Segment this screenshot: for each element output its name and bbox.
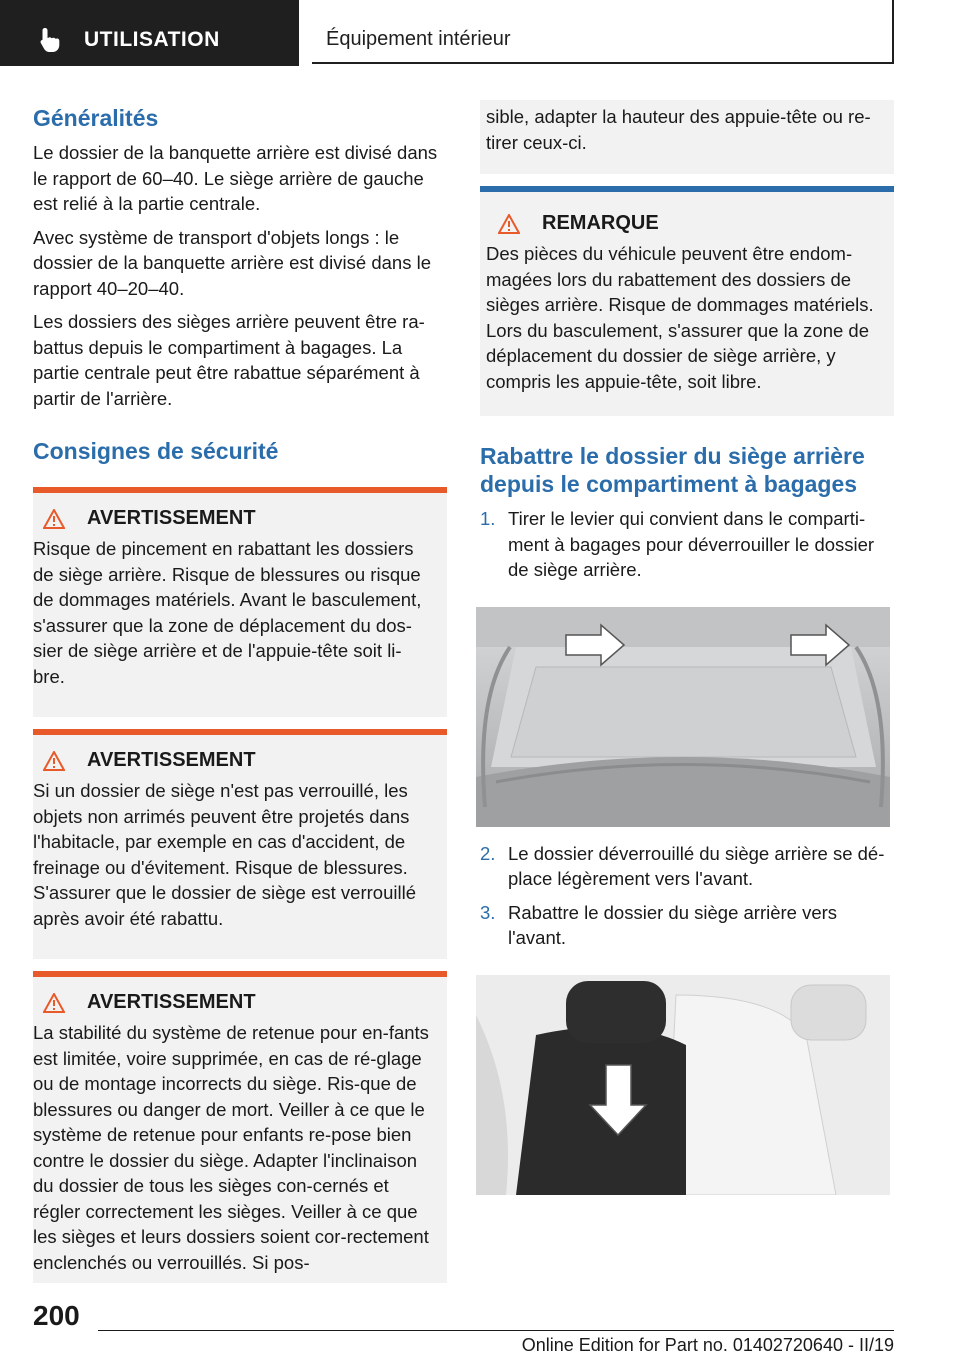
section-tab [0, 0, 299, 66]
trunk-illustration [476, 607, 890, 827]
right-column [480, 100, 894, 1195]
hand-pointer-icon [36, 26, 64, 54]
remark-box [480, 186, 894, 416]
remark-text: Des pièces du véhicule peuvent être endom-magées lors du rabattement des dossiers de sièges arrière. Risque de dommages matériels. Lors du basculement, s'assurer que la zone de déplacement du dossier de siège arrière, y compris les appuie-tête, soit libre. [486, 243, 874, 392]
warning-text: Risque de pincement en rabattant les dossiers de siège arrière. Risque de blessures ou risque de dommages matériels. Avant le basculement, s'assurer que la zone de déplacement du dos-sier de siège arrière et de l'appuie-tête soit li-bre. [33, 538, 422, 687]
page-number: 200 [33, 1300, 80, 1331]
warning-box [33, 729, 447, 959]
warning-title: AVERTISSEMENT [87, 991, 256, 1013]
step-number: 2. [480, 842, 496, 864]
warning-continuation [480, 100, 894, 174]
steps-list [480, 841, 894, 951]
general-paragraph: Avec système de transport d'objets longs : le dossier de la banquette arrière est divisé dans le rapport 40–20–40. [33, 226, 431, 299]
warning-title: AVERTISSEMENT [87, 749, 256, 771]
list-item [480, 506, 894, 583]
steps-list [480, 506, 894, 583]
remark-title: REMARQUE [542, 212, 659, 234]
warning-box [33, 487, 447, 717]
fold-heading: Rabattre le dossier du siège arrière depuis le compartiment à bagages [480, 443, 865, 497]
list-item [480, 841, 894, 892]
warning-text: Si un dossier de siège n'est pas verrouillé, les objets non arrimés peuvent être projetés dans l'habitacle, par exemple en cas d'accident, de freinage ou d'évitement. Risque de blessures. S'assurer que le dossier de siège est verrouillé après avoir été rabattu. [33, 780, 416, 929]
step-text: Le dossier déverrouillé du siège arrière se dé-place légèrement vers l'avant. [508, 842, 885, 889]
warning-triangle-icon [498, 214, 520, 234]
general-heading: Généralités [33, 105, 159, 131]
left-column [33, 100, 447, 1283]
footer-divider [98, 1330, 894, 1331]
edition-note: Online Edition for Part no. 01402720640 - II/19 [521, 1335, 894, 1355]
step-number: 1. [480, 508, 496, 529]
chapter-header [312, 0, 894, 64]
warning-title: AVERTISSEMENT [87, 507, 256, 529]
step-text: Tirer le levier qui convient dans le comparti-ment à bagages pour déverrouiller le dossier de siège arrière. [508, 508, 875, 580]
chapter-title: Équipement intérieur [326, 28, 511, 50]
warning-triangle-icon [43, 509, 65, 529]
section-title: UTILISATION [84, 28, 220, 51]
general-paragraph: Le dossier de la banquette arrière est divisé dans le rapport de 60–40. Le siège arrière de gauche est relié à la partie centrale. [33, 142, 438, 214]
step-text: Rabattre le dossier du siège arrière vers l'avant. [508, 901, 838, 948]
warning-box [33, 971, 447, 1283]
warning-triangle-icon [43, 751, 65, 771]
seat-illustration [476, 975, 890, 1195]
list-item [480, 900, 894, 951]
step-number: 3. [480, 901, 496, 923]
warning-triangle-icon [43, 993, 65, 1013]
general-paragraph: Les dossiers des sièges arrière peuvent être ra-battus depuis le compartiment à bagages. La partie centrale peut être rabattue séparément à partir de l'arrière. [33, 311, 425, 409]
safety-heading: Consignes de sécurité [33, 438, 279, 464]
continuation-text: sible, adapter la hauteur des appuie-tête ou re-tirer ceux-ci. [486, 106, 871, 153]
warning-text: La stabilité du système de retenue pour en-fants est limitée, voire supprimée, en cas de ré-glage ou de montage incorrects du siège. Ris-que de blessures ou danger de mort. Veiller à ce que le système de retenue pour enfants re-pose bien contre le dossier du siège. Adapter l'inclinaison du dossier de tous les sièges con-cernés et régler correctement les sièges. Veiller à ce que les sièges et leurs dossiers soient cor-rectement enclenchés ou verrouillés. Si pos- [33, 1022, 429, 1273]
